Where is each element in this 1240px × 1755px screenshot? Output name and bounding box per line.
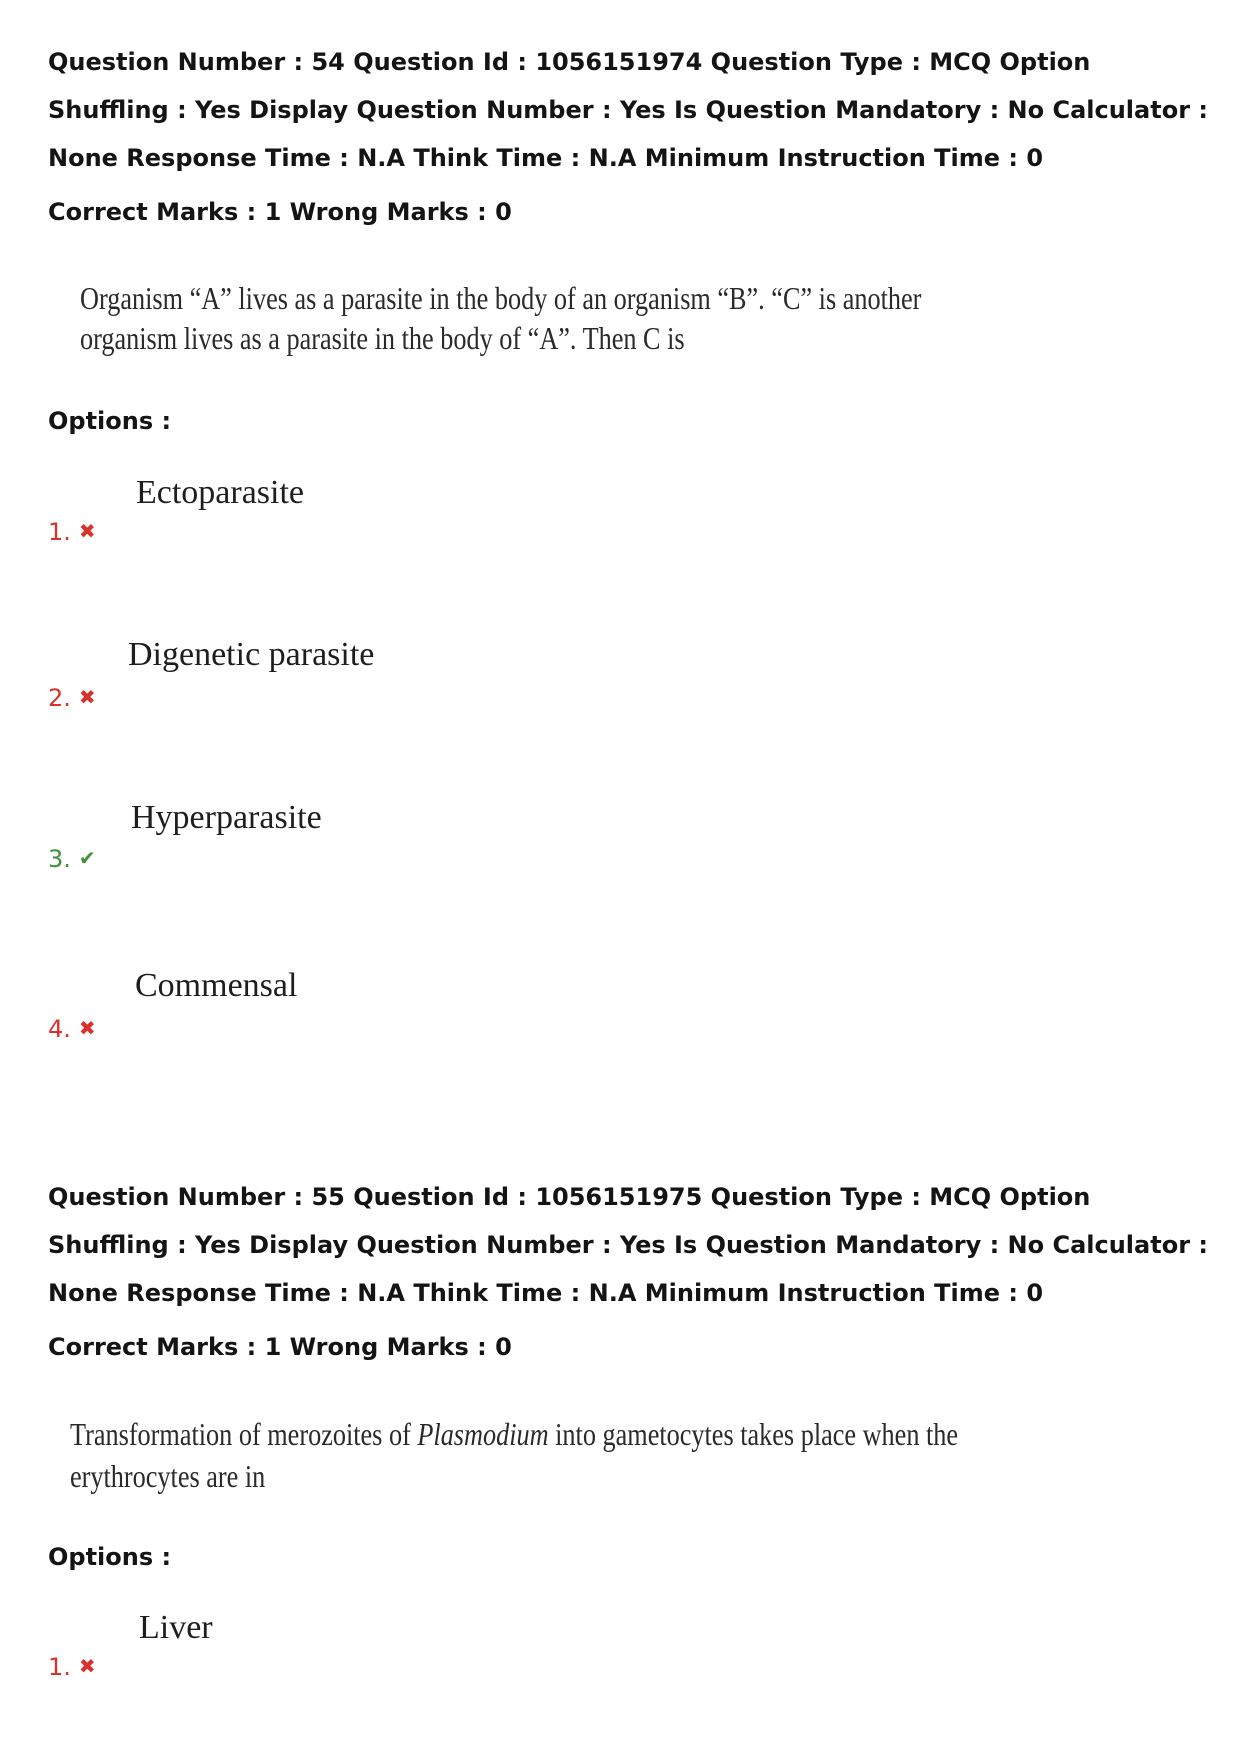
question-54-text-line2: organism lives as a parasite in the body of “A”. Then C is [80, 320, 685, 356]
cross-icon: ✖ [78, 519, 96, 543]
cross-icon: ✖ [78, 1016, 96, 1040]
question-55-marks: Correct Marks : 1 Wrong Marks : 0 [48, 1333, 512, 1361]
question-54-options-label: Options : [48, 407, 172, 435]
option-1-text: Ectoparasite [136, 474, 305, 511]
question-54-marks: Correct Marks : 1 Wrong Marks : 0 [48, 198, 512, 226]
option-1-number: 1. ✖ [48, 518, 96, 546]
question-55-meta: Question Number : 55 Question Id : 1056151975 Question Type : MCQ Option Shuffling : Yes Display Question Number : Yes Is Question Mandatory : No Calculator : None Response Time : N.A Think Time : N.A Minimum Instruction Time : 0 [48, 1183, 1208, 1307]
cross-icon: ✖ [78, 1654, 96, 1678]
question-55-options-label: Options : [48, 1543, 172, 1571]
question-54-text-line1: Organism “A” lives as a parasite in the body of an organism “B”. “C” is another [80, 280, 922, 316]
check-icon: ✔ [78, 846, 96, 870]
option-1-text: Liver [139, 1609, 213, 1646]
option-4-number: 4. ✖ [48, 1015, 96, 1043]
option-2-text: Digenetic parasite [128, 636, 375, 673]
option-4-text: Commensal [135, 967, 298, 1004]
question-55-text-line2: erythrocytes are in [70, 1458, 266, 1494]
question-54-meta: Question Number : 54 Question Id : 1056151974 Question Type : MCQ Option Shuffling : Yes Display Question Number : Yes Is Question Mandatory : No Calculator : None Response Time : N.A Think Time : N.A Minimum Instruction Time : 0 [48, 48, 1208, 172]
cross-icon: ✖ [78, 685, 96, 709]
question-55-text-line1: Transformation of merozoites of Plasmodium into gametocytes takes place when the [70, 1416, 959, 1452]
option-2-number: 2. ✖ [48, 684, 96, 712]
option-3-number: 3. ✔ [48, 845, 96, 873]
option-1-number: 1. ✖ [48, 1653, 96, 1681]
option-3-text: Hyperparasite [131, 799, 322, 836]
